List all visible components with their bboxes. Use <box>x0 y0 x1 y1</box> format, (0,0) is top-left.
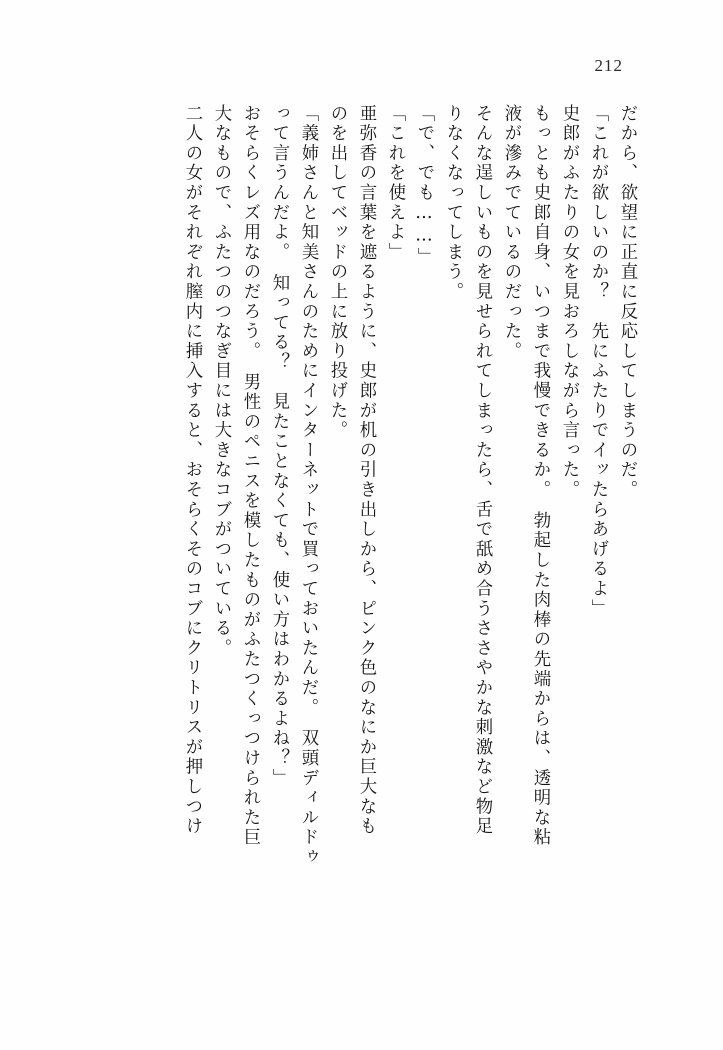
text-line: 「で、でも……」 <box>414 104 434 268</box>
text-line: って言うんだよ。 知ってる？ 見たことなくても、使い方はわかるよね？」 <box>269 104 289 789</box>
text-line: 史郎がふたりの女を見おろしながら言った。 <box>559 104 579 500</box>
text-line: おそらくレズ用なのだろう。 男性のペニスを模したものがふたつくっつけられた巨 <box>240 104 260 848</box>
vertical-text-body <box>90 104 635 1002</box>
text-line: 大なもので、ふたつのつなぎ目には大きなコブがついている。 <box>211 104 231 659</box>
text-line: そんな逞しいものを見せられてしまったら、舌で舐め合うささやかな刺激など物足 <box>472 104 492 837</box>
text-line: だから、欲望に正直に反応してしまうのだ。 <box>617 104 637 500</box>
text-line: 「これを使えよ」 <box>385 104 405 263</box>
text-line: 二人の女がそれぞれ膣内に挿入すると、おそらくそのコブにクリトリスが押しつけ <box>182 104 202 837</box>
text-line: もっとも史郎自身、いつまで我慢できるか。 勃起した肉棒の先端からは、透明な粘 <box>530 104 550 848</box>
text-line: りなくなってしまう。 <box>443 104 463 302</box>
text-line: 「義姉さんと知美さんのためにインターネットで買っておいたんだ。 双頭ディルドゥ <box>298 104 318 868</box>
text-line: のを出してベッドの上に放り投げた。 <box>327 104 347 441</box>
text-line: 液が滲みでているのだった。 <box>501 104 521 362</box>
page-number: 212 <box>594 56 623 75</box>
text-line: 「これが欲しいのか？ 先にふたりでイッたらあげるよ」 <box>588 104 608 619</box>
text-line: 亜弥香の言葉を遮るように、史郎が机の引き出しから、ピンク色のなにか巨大なも <box>356 104 376 837</box>
